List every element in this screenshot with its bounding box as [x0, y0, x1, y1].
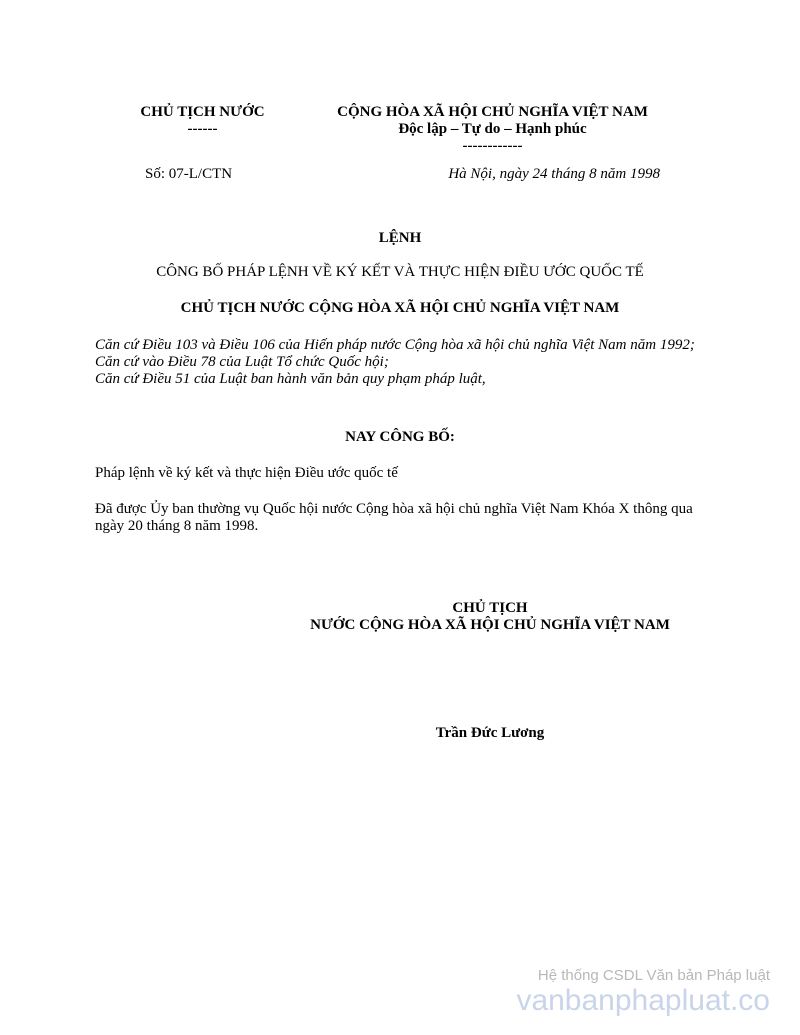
body-paragraph: Pháp lệnh về ký kết và thực hiện Điều ước quốc tế: [95, 465, 398, 481]
motto-separator: ------------: [462, 138, 523, 154]
issuing-authority: CHỦ TỊCH NƯỚC: [140, 104, 265, 120]
legal-basis-item: Căn cứ vào Điều 78 của Luật Tổ chức Quốc hội;: [95, 354, 389, 370]
issuing-authority-block: [120, 104, 285, 138]
document-issuer: CHỦ TỊCH NƯỚC CỘNG HÒA XÃ HỘI CHỦ NGHĨA VIỆT NAM: [180, 300, 620, 316]
document-date: Hà Nội, ngày 24 tháng 8 năm 1998: [448, 166, 660, 182]
legal-basis-item: Căn cứ Điều 103 và Điều 106 của Hiến pháp nước Cộng hòa xã hội chủ nghĩa Việt Nam năm 1992;: [95, 337, 695, 353]
legal-basis-list: [95, 337, 705, 388]
document-type: LỆNH: [378, 230, 422, 246]
national-title-block: [300, 104, 685, 155]
national-motto: Độc lập – Tự do – Hạnh phúc: [398, 121, 587, 137]
body-paragraph: Đã được Ủy ban thường vụ Quốc hội nước Cộng hòa xã hội chủ nghĩa Việt Nam Khóa X thông qua ngày 20 tháng 8 năm 1998.: [95, 501, 693, 534]
document-number: Số: 07-L/CTN: [145, 166, 233, 182]
authority-separator: ------: [187, 121, 218, 137]
country-name: CỘNG HÒA XÃ HỘI CHỦ NGHĨA VIỆT NAM: [337, 104, 648, 120]
signer-name: Trần Đức Lương: [435, 725, 545, 741]
signature-title: CHỦ TỊCH: [452, 600, 528, 616]
signature-subtitle: NƯỚC CỘNG HÒA XÃ HỘI CHỦ NGHĨA VIỆT NAM: [310, 617, 670, 633]
proclamation-heading: NAY CÔNG BỐ:: [345, 429, 455, 445]
watermark-caption: Hệ thống CSDL Văn bản Pháp luật: [537, 967, 770, 984]
signature-title-block: [300, 600, 680, 634]
legal-basis-item: Căn cứ Điều 51 của Luật ban hành văn bản quy phạm pháp luật,: [95, 371, 486, 387]
document-subject: CÔNG BỐ PHÁP LỆNH VỀ KÝ KẾT VÀ THỰC HIỆN ĐIỀU ƯỚC QUỐC TẾ: [156, 264, 644, 280]
watermark-site: vanbanphapluat.co: [516, 984, 770, 1017]
